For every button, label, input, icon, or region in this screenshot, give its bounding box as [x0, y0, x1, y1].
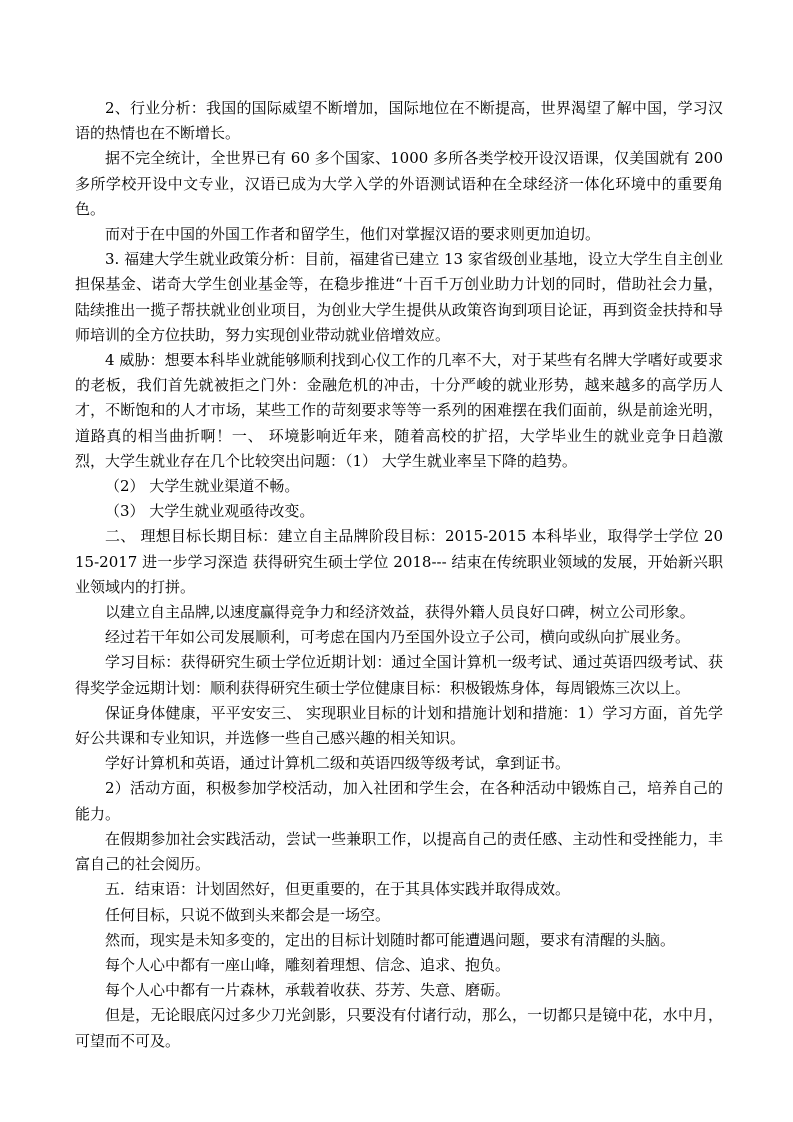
paragraph-own-brand: 以建立自主品牌,以速度赢得竞争力和经济效益，获得外籍人员良好口碑，树立公司形象。 [105, 603, 695, 622]
paragraph-any-goal: 任何目标，只说不做到头来都会是一场空。 [105, 905, 391, 924]
paragraph-statistics: 据不完全统计，全世界已有 60 多个国家、1000 多所各类学校开设汉语课，仅美国就有 200 多所学校开设中文专业，汉语已成为大学入学的外语测试语种在全球经济一体化环境中的重要角色。 [75, 149, 723, 218]
paragraph-computer-english: 学好计算机和英语，通过计算机二级和英语四级等级考试，拿到证书。 [105, 754, 571, 773]
paragraph-reality: 然而，现实是未知多变的，定出的目标计划随时都可能遭遇问题，要求有清醒的头脑。 [105, 930, 676, 949]
paragraph-fujian-policy: 3. 福建大学生就业政策分析：目前，福建省已建立 13 家省级创业基地，设立大学生自主创业担保基金、诺奇大学生创业基金等，在稳步推进“十百千万创业助力计划的同时，借助社会力量，陆续推出一揽子帮扶就业创业项目，为创业大学生提供从政策咨询到项目论证，再到资金扶持和导师培训的全方位扶助，努力实现创业带动就业倍增效应。 [75, 250, 723, 344]
paragraph-industry-analysis: 2、行业分析：我国的国际威望不断增加，国际地位在不断提高，世界渴望了解中国，学习汉语的热情也在不断增长。 [75, 99, 723, 143]
paragraph-subsidiaries: 经过若干年如公司发展顺利，可考虑在国内乃至国外设立子公司，横向或纵向扩展业务。 [105, 628, 691, 647]
paragraph-employment-views: （3） 大学生就业观亟待改变。 [105, 502, 315, 521]
paragraph-social-practice: 在假期参加社会实践活动，尝试一些兼职工作，以提高自己的责任感、主动性和受挫能力，丰富自己的社会阅历。 [75, 829, 723, 874]
paragraph-forest: 每个人心中都有一片森林，承载着收获、芬芳、失意、磨砺。 [105, 981, 511, 1000]
paragraph-foreign-workers: 而对于在中国的外国工作者和留学生，他们对掌握汉语的要求则更加迫切。 [105, 225, 601, 244]
document-body [75, 96, 723, 1054]
paragraph-ideal-goals: 二、 理想目标长期目标：建立自主品牌阶段目标：2015-2015 本科毕业，取得学士学位 2015-2017 进一步学习深造 获得研究生硕士学位 2018--- 结束在传统职业领域的发展，开始新兴职业领域内的打拼。 [75, 527, 723, 596]
paragraph-study-goals: 学习目标：获得研究生硕士学位近期计划：通过全国计算机一级考试、通过英语四级考试、获得奖学金远期计划：顺利获得研究生硕士学位健康目标：积极锻炼身体，每周锻炼三次以上。 [75, 653, 723, 697]
paragraph-employment-channels: （2） 大学生就业渠道不畅。 [105, 477, 300, 496]
paragraph-plans-measures: 保证身体健康，平平安安三、 实现职业目标的计划和措施计划和措施：1）学习方面，首先学好公共课和专业知识，并选修一些自己感兴趣的相关知识。 [75, 703, 723, 748]
paragraph-activities: 2）活动方面，积极参加学校活动，加入社团和学生会，在各种活动中锻炼自己，培养自己的能力。 [75, 779, 723, 823]
paragraph-mountain: 每个人心中都有一座山峰，雕刻着理想、信念、追求、抱负。 [105, 955, 511, 974]
paragraph-action: 但是，无论眼底闪过多少刀光剑影，只要没有付诸行动，那么，一切都只是镜中花，水中月，可望而不可及。 [75, 1006, 723, 1050]
paragraph-threats: 4 威胁：想要本科毕业就能够顺利找到心仪工作的几率不大，对于某些有名牌大学嗜好或要求的老板，我们首先就被拒之门外：金融危机的冲击，十分严峻的就业形势，越来越多的高学历人才，不断饱和的人才市场，某些工作的苛刻要求等等一系列的困难摆在我们面前，纵是前途光明，道路真的相当曲折啊！一、 环境影响近年来，随着高校的扩招，大学毕业生的就业竞争日趋激烈，大学生就业存在几个比较突出问题：（1） 大学生就业率呈下降的趋势。 [75, 351, 723, 470]
paragraph-conclusion: 五．结束语：计划固然好，但更重要的，在于其具体实践并取得成效。 [105, 880, 571, 899]
